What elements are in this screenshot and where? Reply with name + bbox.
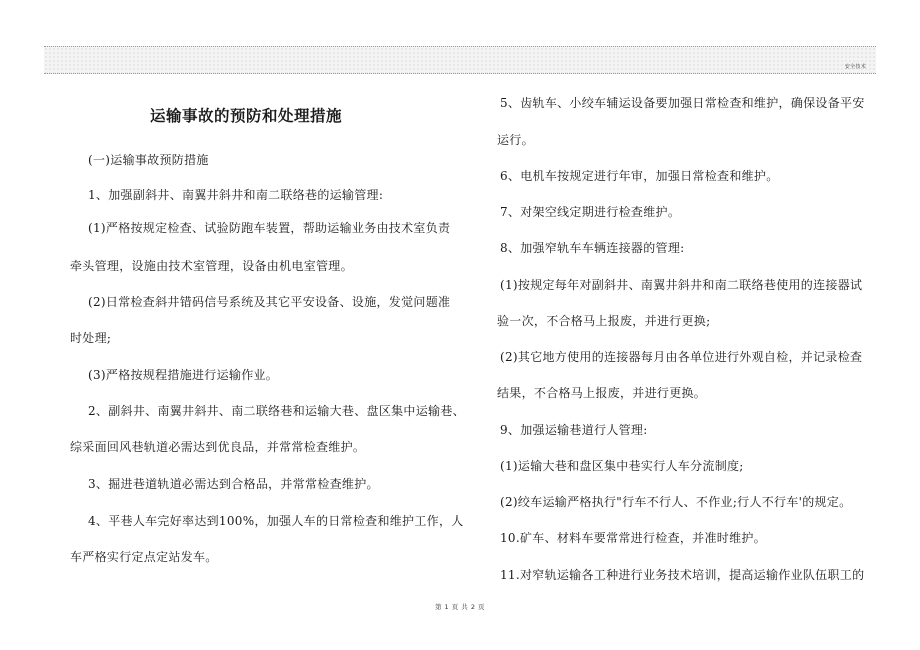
text-line: (2)其它地方使用的连接器每月由各单位进行外观自检，并记录检查 <box>500 350 863 364</box>
text-line: (2)绞车运输严格执行"行车不行人、不作业;行人不行车'的规定。 <box>500 495 852 509</box>
text-line: 4、平巷人车完好率达到100%，加强人车的日常检查和维护工作，人 <box>88 514 464 528</box>
text-line: (2)日常检查斜井错码信号系统及其它平安设备、设施，发觉问题准 <box>88 295 451 309</box>
text-line: 11.对窄轨运输各工种进行业务技术培训，提高运输作业队伍职工的 <box>500 568 865 582</box>
text-line: 综采面回风巷轨道必需达到优良品，并常常检查维护。 <box>70 440 366 454</box>
text-line: 时处理; <box>70 331 112 345</box>
text-line: (1)按规定每年对副斜井、南翼井斜井和南二联络巷使用的连接器试 <box>500 278 863 292</box>
text-line: 车严格实行定点定站发车。 <box>70 550 218 564</box>
text-line: 9、加强运输巷道行人管理: <box>500 423 648 437</box>
text-line: (1)严格按规定检查、试验防跑车装置，帮助运输业务由技术室负责 <box>88 221 451 235</box>
page-number-footer: 第 1 页 共 2 页 <box>434 603 486 611</box>
text-line: 1、加强副斜井、南翼井斜井和南二联络巷的运输管理: <box>88 188 384 202</box>
text-line: 6、电机车按规定进行年审，加强日常检查和维护。 <box>500 169 779 183</box>
text-line: 5、齿轨车、小绞车辅运设备要加强日常检查和维护，确保设备平安 <box>500 96 865 110</box>
text-line: 2、副斜井、南翼井斜井、南二联络巷和运输大巷、盘区集中运输巷、 <box>88 404 465 418</box>
text-line: 牵头管理，设施由技术室管理，设备由机电室管理。 <box>70 259 353 273</box>
header-category-tag: 安全技术 <box>844 64 866 70</box>
text-line: 3、掘进巷道轨道必需达到合格品，并常常检查维护。 <box>88 477 379 491</box>
text-line: 7、对架空线定期进行检查维护。 <box>500 205 681 219</box>
text-line: 10.矿车、材料车要常常进行检查，并准时维护。 <box>500 531 766 545</box>
document-title: 运输事故的预防和处理措施 <box>150 106 343 125</box>
text-line: 验一次，不合格马上报废，并进行更换; <box>497 314 711 328</box>
text-line: 结果，不合格马上报废，并进行更换。 <box>497 386 707 400</box>
text-line: (一)运输事故预防措施 <box>88 153 209 167</box>
text-line: (3)严格按规程措施进行运输作业。 <box>88 368 279 382</box>
page-header-band <box>44 46 876 74</box>
text-line: (1)运输大巷和盘区集中巷实行人车分流制度; <box>500 459 744 473</box>
text-line: 运行。 <box>497 133 534 147</box>
text-line: 8、加强窄轨车车辆连接器的管理: <box>500 241 685 255</box>
